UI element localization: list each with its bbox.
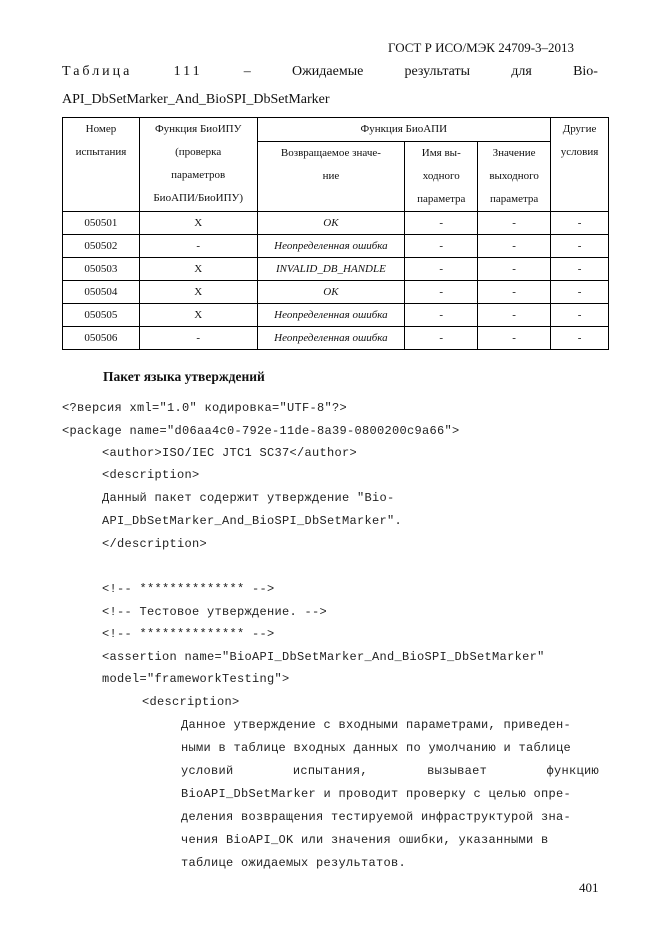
code-line	[181, 764, 599, 778]
caption-word: результаты	[404, 64, 471, 79]
table-row	[63, 304, 609, 327]
cell-return-value: OK	[257, 281, 405, 304]
cell-return-value: Неопределенная ошибка	[257, 235, 405, 258]
cell-other: -	[551, 212, 609, 235]
header-return-value: Возвращаемое значе- ние	[257, 142, 405, 212]
caption-word: 111	[173, 64, 203, 79]
code-line: BioAPI_DbSetMarker и проводит проверку с целью опре-	[181, 787, 572, 801]
cell-output-name: -	[405, 235, 478, 258]
cell-output-name: -	[405, 281, 478, 304]
cell-bioipu: -	[139, 327, 257, 350]
code-word: испытания,	[292, 764, 368, 778]
code-word: функцию	[546, 764, 599, 778]
code-word: вызывает	[427, 764, 488, 778]
cell-output-value: -	[478, 281, 551, 304]
cell-output-name: -	[405, 212, 478, 235]
header-output-name: Имя вы- ходного параметра	[405, 142, 478, 212]
header-other-conditions: Другие условия	[551, 118, 609, 212]
header-test-number: Номер испытания	[63, 118, 140, 212]
cell-bioipu: X	[139, 212, 257, 235]
cell-return-value: INVALID_DB_HANDLE	[257, 258, 405, 281]
code-line: деления возвращения тестируемой инфраструктурой зна-	[181, 810, 572, 824]
code-line: Данное утверждение с входными параметрами, приведен-	[181, 718, 572, 732]
cell-output-name: -	[405, 258, 478, 281]
code-line: </description>	[102, 537, 208, 551]
code-line: ными в таблице входных данных по умолчанию и таблице	[181, 741, 572, 755]
cell-output-value: -	[478, 235, 551, 258]
code-line: <description>	[142, 695, 240, 709]
cell-test-number: 050505	[63, 304, 140, 327]
cell-test-number: 050502	[63, 235, 140, 258]
header-bioapi-function: Функция БиоАПИ	[257, 118, 551, 142]
cell-output-name: -	[405, 304, 478, 327]
cell-test-number: 050503	[63, 258, 140, 281]
code-line: model="frameworkTesting">	[102, 672, 290, 686]
code-line: <?версия xml="1.0" кодировка="UTF-8"?>	[62, 401, 348, 415]
cell-other: -	[551, 235, 609, 258]
code-line: таблице ожидаемых результатов.	[181, 856, 407, 870]
cell-test-number: 050501	[63, 212, 140, 235]
cell-output-value: -	[478, 304, 551, 327]
page-number: 401	[579, 880, 599, 895]
caption-word: Ожидаемые	[292, 64, 364, 79]
caption-word: –	[243, 64, 251, 79]
expected-results-table	[62, 117, 609, 350]
table-row	[63, 258, 609, 281]
cell-other: -	[551, 281, 609, 304]
code-line: <!-- ************** -->	[102, 627, 275, 641]
table-caption-line2: API_DbSetMarker_And_BioSPI_DbSetMarker	[62, 92, 330, 107]
header-bioipu-function: Функция БиоИПУ (проверка параметров БиоАПИ/БиоИПУ)	[139, 118, 257, 212]
cell-test-number: 050506	[63, 327, 140, 350]
table-row	[63, 281, 609, 304]
section-title: Пакет языка утверждений	[103, 369, 265, 384]
cell-bioipu: X	[139, 258, 257, 281]
cell-bioipu: X	[139, 281, 257, 304]
cell-output-value: -	[478, 258, 551, 281]
cell-other: -	[551, 258, 609, 281]
code-line: <!-- ************** -->	[102, 582, 275, 596]
code-line: Данный пакет содержит утверждение "Bio-	[102, 491, 395, 505]
cell-output-value: -	[478, 212, 551, 235]
table-row	[63, 235, 609, 258]
caption-word: Bio-	[573, 64, 598, 79]
cell-other: -	[551, 327, 609, 350]
caption-word: для	[511, 64, 532, 79]
code-line: API_DbSetMarker_And_BioSPI_DbSetMarker".	[102, 514, 403, 528]
cell-test-number: 050504	[63, 281, 140, 304]
cell-return-value: Неопределенная ошибка	[257, 304, 405, 327]
caption-word: Таблица	[62, 64, 133, 79]
table-caption	[62, 64, 598, 80]
code-line: <!-- Тестовое утверждение. -->	[102, 605, 328, 619]
code-line: <description>	[102, 468, 200, 482]
cell-output-name: -	[405, 327, 478, 350]
code-word: условий	[181, 764, 234, 778]
cell-return-value: Неопределенная ошибка	[257, 327, 405, 350]
table-row	[63, 327, 609, 350]
table-row	[63, 212, 609, 235]
code-line: <author>ISO/IEC JTC1 SC37</author>	[102, 446, 358, 460]
code-line: <package name="d06aa4c0-792e-11de-8a39-0800200c9a66">	[62, 424, 460, 438]
cell-return-value: OK	[257, 212, 405, 235]
header-output-value: Значение выходного параметра	[478, 142, 551, 212]
cell-output-value: -	[478, 327, 551, 350]
page-header: ГОСТ Р ИСО/МЭК 24709-3–2013	[388, 40, 575, 55]
cell-bioipu: -	[139, 235, 257, 258]
code-line: чения BioAPI_OK или значения ошибки, указанными в	[181, 833, 549, 847]
code-line: <assertion name="BioAPI_DbSetMarker_And_BioSPI_DbSetMarker"	[102, 650, 545, 664]
cell-other: -	[551, 304, 609, 327]
cell-bioipu: X	[139, 304, 257, 327]
